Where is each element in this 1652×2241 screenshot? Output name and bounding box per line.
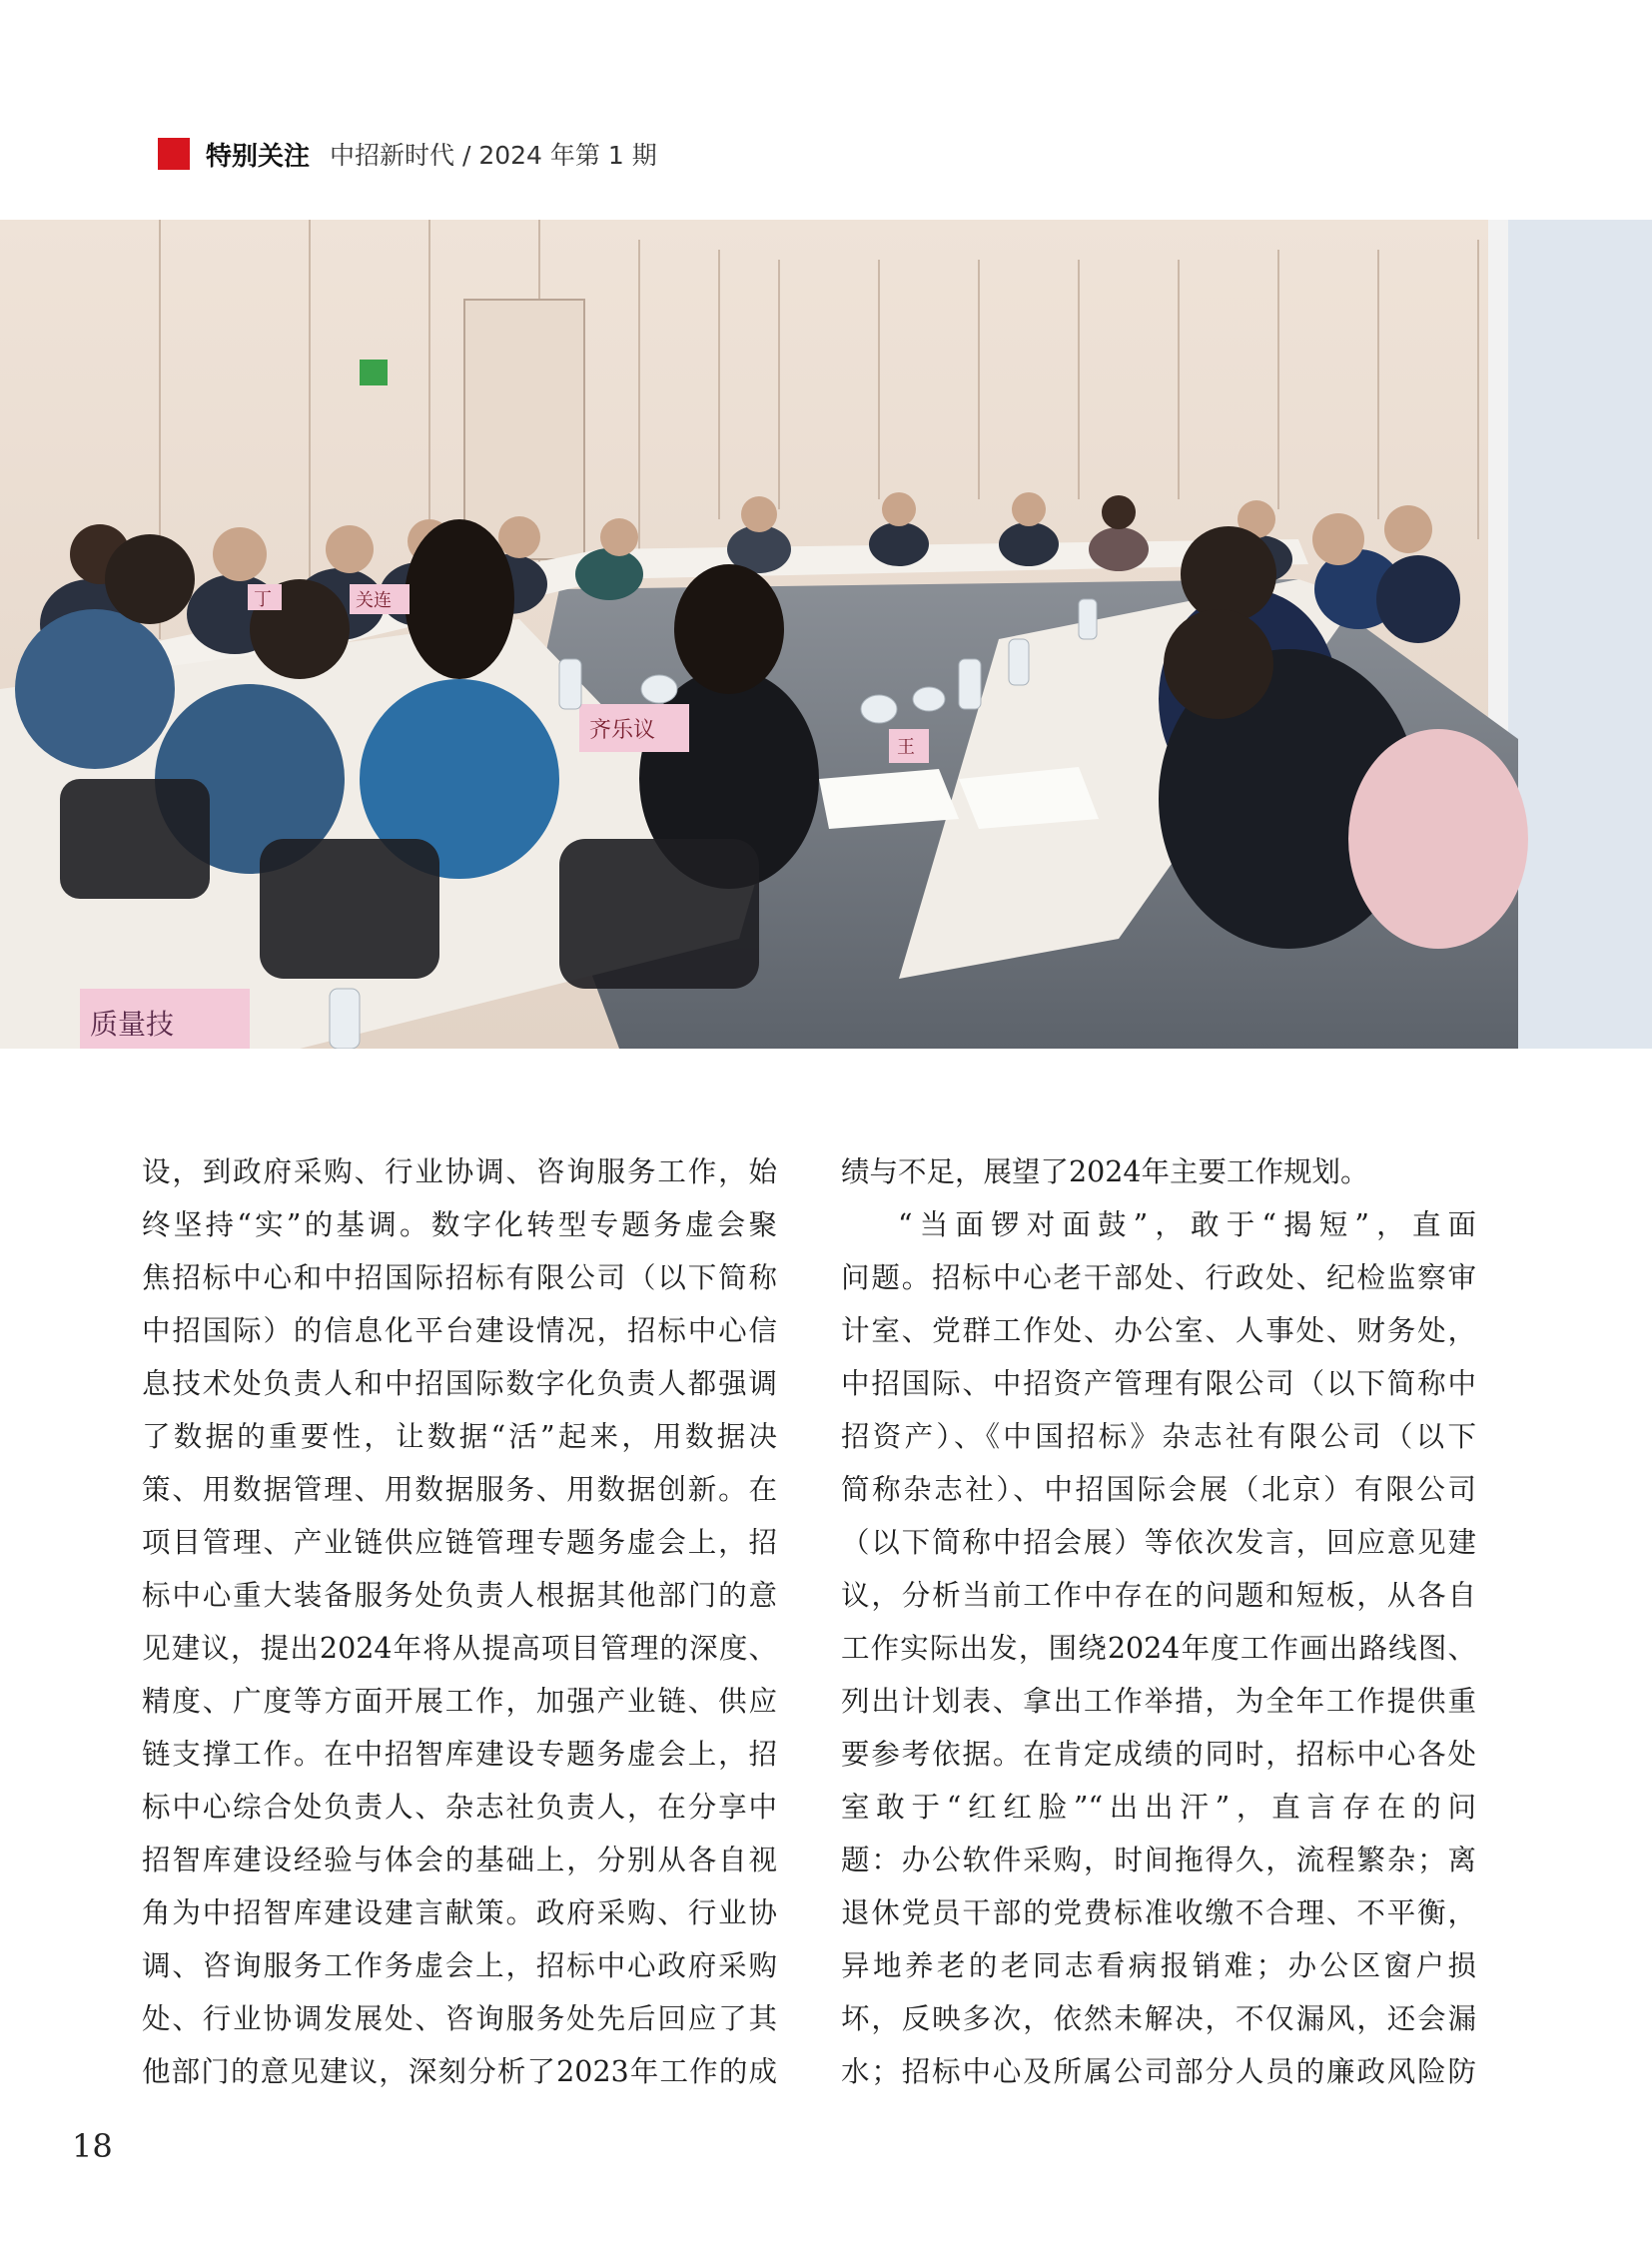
text-line: 精度、广度等方面开展工作，加强产业链、供应: [142, 1685, 777, 1718]
text-line: 处、行业协调发展处、咨询服务处先后回应了其: [142, 2002, 777, 2035]
text-line: 室敢于“红红脸”“出出汗”，直言存在的问: [841, 1791, 1476, 1824]
text-line: 角为中招智库建设建言献策。政府采购、行业协: [142, 1896, 777, 1929]
text-line: 题：办公软件采购，时间拖得久，流程繁杂；离: [841, 1844, 1476, 1876]
place-card-5: 丁: [254, 589, 272, 610]
text-line: 中招国际、中招资产管理有限公司（以下简称中: [841, 1367, 1476, 1400]
text-line: 异地养老的老同志看病报销难；办公区窗户损: [841, 1949, 1476, 1982]
issue-info: 中招新时代 / 2024 年第 1 期: [330, 141, 657, 170]
text-line: 坏，反映多次，依然未解决，不仅漏风，还会漏: [841, 2002, 1476, 2035]
text-line: 链支撑工作。在中招智库建设专题务虚会上，招: [142, 1738, 777, 1771]
meeting-photo: [0, 220, 1652, 1049]
text-column-left: [142, 1145, 777, 2098]
text-line: 设，到政府采购、行业协调、咨询服务工作，始: [142, 1155, 777, 1188]
page-header: [158, 136, 657, 172]
text-line: 标中心重大装备服务处负责人根据其他部门的意: [142, 1579, 777, 1612]
text-line: 工作实际出发，围绕2024年度工作画出路线图、: [841, 1632, 1476, 1665]
place-card-4: 王: [897, 737, 915, 758]
text-line: 策、用数据管理、用数据服务、用数据创新。在: [142, 1473, 777, 1506]
section-name: 特别关注: [206, 141, 311, 172]
text-line: （以下简称中招会展）等依次发言，回应意见建: [841, 1526, 1476, 1559]
page-number: 18: [72, 2127, 113, 2165]
text-line: 水；招标中心及所属公司部分人员的廉政风险防: [841, 2055, 1476, 2088]
text-line: 调、咨询服务工作务虚会上，招标中心政府采购: [142, 1949, 777, 1982]
text-line: 他部门的意见建议，深刻分析了2023年工作的成: [142, 2055, 777, 2088]
text-column-right: [841, 1145, 1476, 2098]
text-line: 标中心综合处负责人、杂志社负责人，在分享中: [142, 1791, 777, 1824]
section-marker-icon: [158, 138, 190, 170]
text-line: 招资产）、《中国招标》杂志社有限公司（以下: [841, 1420, 1476, 1453]
text-line: 终坚持“实”的基调。数字化转型专题务虚会聚: [142, 1208, 777, 1241]
text-line: 绩与不足，展望了2024年主要工作规划。: [841, 1155, 1369, 1188]
text-line: 息技术处负责人和中招国际数字化负责人都强调: [142, 1367, 777, 1400]
text-line: 中招国际）的信息化平台建设情况，招标中心信: [142, 1314, 777, 1347]
place-card-1: 质量技: [90, 1008, 175, 1041]
text-line: 议，分析当前工作中存在的问题和短板，从各自: [841, 1579, 1476, 1612]
text-line: 列出计划表、拿出工作举措，为全年工作提供重: [841, 1685, 1476, 1718]
text-line: 了数据的重要性，让数据“活”起来，用数据决: [142, 1420, 777, 1453]
text-line: 要参考依据。在肯定成绩的同时，招标中心各处: [841, 1738, 1476, 1771]
text-line: “当面锣对面鼓”，敢于“揭短”，直面: [898, 1208, 1476, 1241]
text-line: 退休党员干部的党费标准收缴不合理、不平衡，: [841, 1896, 1476, 1929]
text-line: 项目管理、产业链供应链管理专题务虚会上，招: [142, 1526, 777, 1559]
text-line: 焦招标中心和中招国际招标有限公司（以下简称: [142, 1261, 777, 1294]
place-card-2: 齐乐议: [589, 718, 656, 743]
place-card-3: 关连: [356, 590, 392, 611]
text-line: 简称杂志社）、中招国际会展（北京）有限公司: [841, 1473, 1476, 1506]
text-line: 计室、党群工作处、办公室、人事处、财务处，: [841, 1314, 1476, 1347]
text-line: 见建议，提出2024年将从提高项目管理的深度、: [142, 1632, 777, 1665]
text-line: 招智库建设经验与体会的基础上，分别从各自视: [142, 1844, 777, 1876]
text-line: 问题。招标中心老干部处、行政处、纪检监察审: [841, 1261, 1476, 1294]
